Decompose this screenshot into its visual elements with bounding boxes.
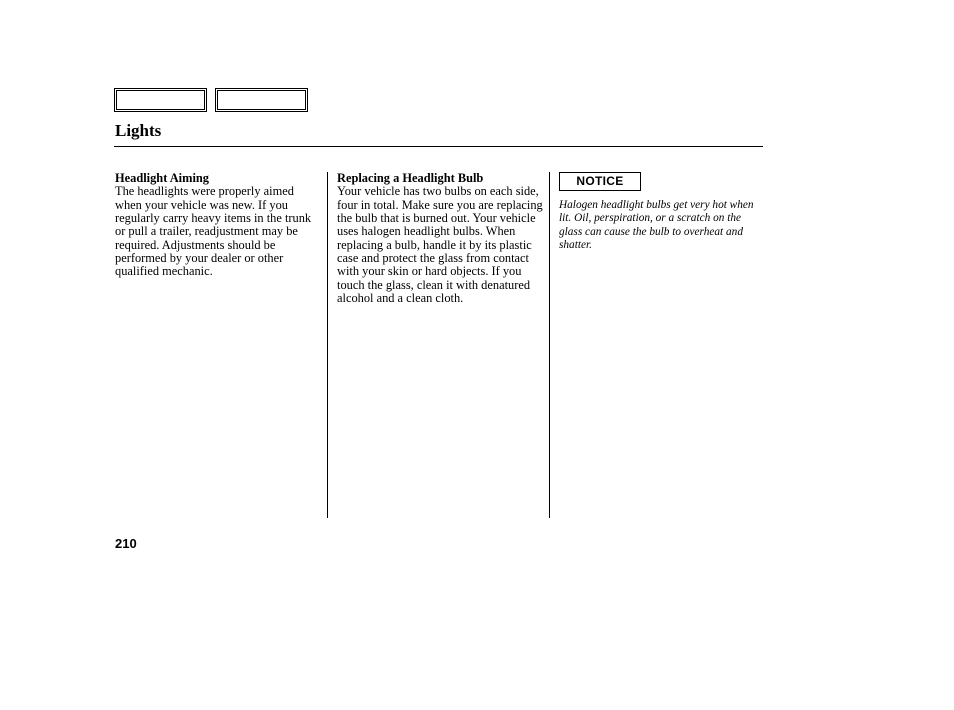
replacing-bulb-text: Your vehicle has two bulbs on each side, four in total. Make sure you are replacing the bulb that is burned out. Your vehicle uses halogen headlight bulbs. When replacing a bulb, handle it by its plastic case and protect the glass from contact with your skin or hard objects. If you touch the glass, clean it with denatured alcohol and a clean cloth.	[337, 184, 543, 306]
notice-column	[559, 172, 763, 252]
headlight-aiming-heading: Headlight Aiming	[115, 171, 209, 185]
previous-page-button[interactable]	[114, 88, 207, 112]
notice-badge: NOTICE	[559, 172, 641, 191]
replacing-bulb-column	[337, 172, 543, 305]
section-title: Lights	[115, 121, 162, 140]
next-page-button[interactable]	[215, 88, 308, 112]
title-divider	[114, 146, 763, 147]
page-number: 210	[115, 536, 137, 551]
replacing-bulb-heading: Replacing a Headlight Bulb	[337, 171, 484, 185]
column-divider	[327, 172, 328, 518]
headlight-aiming-text: The headlights were properly aimed when your vehicle was new. If you regularly carry heavy items in the trunk or pull a trailer, readjustment may be required. Adjustments should be performed by your dealer or other qualified mechanic.	[115, 184, 312, 279]
notice-text: Halogen headlight bulbs get very hot when lit. Oil, perspiration, or a scratch on the glass can cause the bulb to overheat and shatter.	[559, 199, 754, 251]
headlight-aiming-column	[115, 172, 320, 279]
column-divider	[549, 172, 550, 518]
